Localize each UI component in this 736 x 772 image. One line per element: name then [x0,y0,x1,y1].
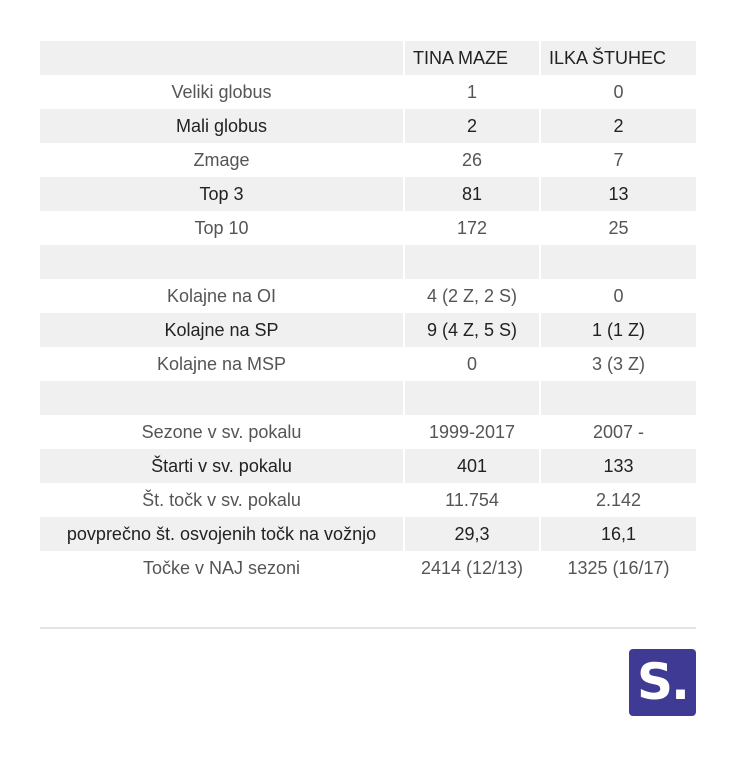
row-value: 25 [540,211,696,245]
table-row [40,279,696,313]
row-label: Mali globus [40,109,404,143]
row-value: 0 [404,347,540,381]
table-row [40,347,696,381]
header-cell: TINA MAZE [404,41,540,75]
row-label: Št. točk v sv. pokalu [142,489,301,510]
divider [40,627,696,629]
comparison-table [40,41,696,585]
row-label: Točke v NAJ sezoni [142,557,301,578]
row-value: 2 [540,109,696,143]
row-label: Zmage [193,149,250,170]
row-label: povprečno št. osvojenih točk na vožnjo [40,517,404,551]
row-value: 11.754 [404,483,540,517]
row-value: 13 [540,177,696,211]
table-row [40,75,696,109]
row-value [540,245,696,279]
siol-logo[interactable] [629,649,696,716]
row-label [40,245,404,279]
header-cell: ILKA ŠTUHEC [540,41,696,75]
table-row [40,551,696,585]
row-value: 1999-2017 [404,415,540,449]
row-value: 2007 - [540,415,696,449]
row-label: Kolajne na MSP [156,353,287,374]
row-label: Kolajne na OI [166,285,277,306]
row-value: 9 (4 Z, 5 S) [404,313,540,347]
table-row [40,483,696,517]
row-value: 0 [540,279,696,313]
logo-text: S. [636,653,688,711]
table-row [40,449,696,483]
row-value: 172 [404,211,540,245]
row-value: 26 [404,143,540,177]
row-value: 81 [404,177,540,211]
row-value: 2414 (12/13) [404,551,540,585]
table-row [40,211,696,245]
header-cell [40,41,404,75]
row-value: 3 (3 Z) [540,347,696,381]
row-value [540,381,696,415]
row-label: Top 3 [40,177,404,211]
table-row [40,415,696,449]
row-label: Veliki globus [171,81,272,102]
row-value: 133 [540,449,696,483]
row-value [404,245,540,279]
row-value: 2.142 [540,483,696,517]
table-row [40,109,696,143]
table-row [40,143,696,177]
table-row [40,245,696,279]
row-value: 1 [404,75,540,109]
row-value: 0 [540,75,696,109]
row-value: 29,3 [404,517,540,551]
row-value: 4 (2 Z, 2 S) [404,279,540,313]
row-label: Sezone v sv. pokalu [141,421,302,442]
table-row [40,313,696,347]
row-label: Štarti v sv. pokalu [40,449,404,483]
row-value: 2 [404,109,540,143]
row-value: 401 [404,449,540,483]
table-row [40,517,696,551]
row-value: 1325 (16/17) [540,551,696,585]
row-label [40,381,404,415]
table-header [40,41,696,75]
row-value: 7 [540,143,696,177]
table-row [40,177,696,211]
row-value [404,381,540,415]
row-label: Top 10 [194,217,249,238]
row-value: 16,1 [540,517,696,551]
table-row [40,381,696,415]
row-value: 1 (1 Z) [540,313,696,347]
row-label: Kolajne na SP [40,313,404,347]
